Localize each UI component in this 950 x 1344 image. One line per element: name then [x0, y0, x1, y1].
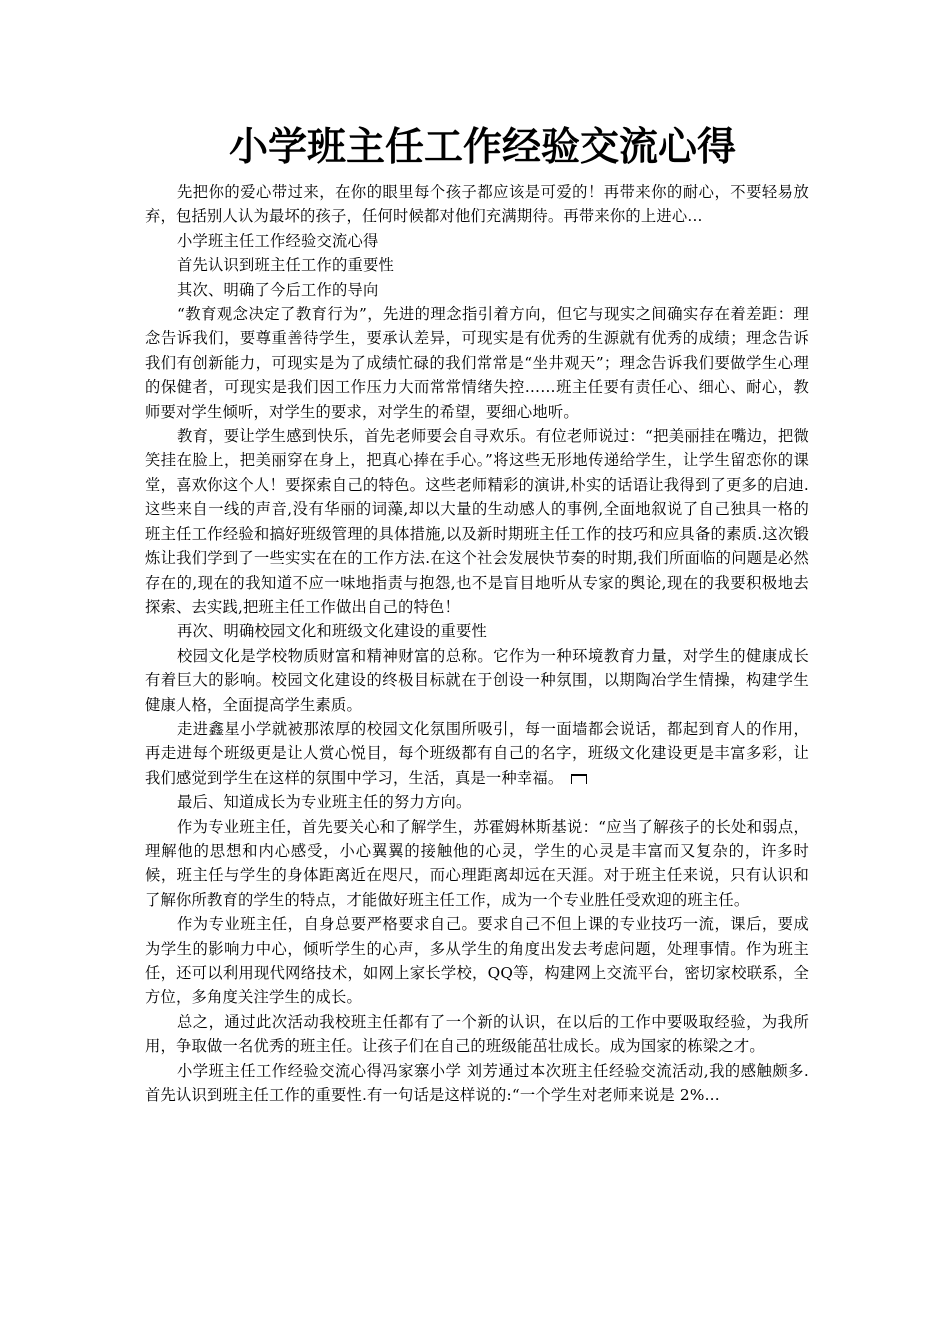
section-heading-first: 首先认识到班主任工作的重要性 — [177, 256, 394, 275]
document-page — [145, 118, 809, 1107]
paragraph-happy-education: 教育，要让学生感到快乐，首先老师要会自寻欢乐。有位老师说过：“把美丽挂在嘴边，把微笑挂在脸上，把美丽穿在身上，把真心捧在手心。”将这些无形地传递给学生，让学生留恋你的课堂，喜欢你这个人！要探索自己的特色。这些老师精彩的演讲,朴实的话语让我得到了更多的启迪.这些来自一线的声音,没有华丽的词藻,却以大量的生动感人的事例,全面地叙说了自己独具一格的班主任工作经验和搞好班级管理的具体措施,以及新时期班主任工作的技巧和应具备的素质.这次锻炼让我们学到了一些实实在在的工作方法.在这个社会发展快节奏的时期,我们所面临的问题是必然存在的,现在的我知道不应一味地指责与抱怨,也不是盲目地听从专家的舆论,现在的我要积极地去探索、去实践,把班主任工作做出自己的特色！ — [145, 427, 809, 616]
document-title: 小学班主任工作经验交流心得 — [229, 124, 737, 170]
section-heading-third: 再次、明确校园文化和班级文化建设的重要性 — [177, 622, 487, 641]
intro-paragraph: 先把你的爱心带过来，在你的眼里每个孩子都应该是可爱的！再带来你的耐心，不要轻易放弃，包括别人认为最坏的孩子，任何时候都对他们充满期待。再带来你的上进心... — [145, 183, 809, 226]
paragraph-xinxing-school-text: 走进鑫星小学就被那浓厚的校园文化氛围所吸引，每一面墙都会说话，都起到育人的作用，再走进每个班级更是让人赏心悦目，每个班级都有自己的名字，班级文化建设更是丰富多彩，让我们感觉到学生在这样的氛围中学习，生活，真是一种幸福。 — [145, 719, 809, 787]
paragraph-excerpt: 小学班主任工作经验交流心得冯家寨小学 刘芳通过本次班主任经验交流活动,我的感触颇多. 首先认识到班主任工作的重要性.有一句话是这样说的:“一个学生对老师来说是 2%... — [145, 1061, 809, 1105]
paragraph-conclusion: 总之，通过此次活动我校班主任都有了一个新的认识，在以后的工作中要吸取经验，为我所用，争取做一名优秀的班主任。让孩子们在自己的班级能茁壮成长。成为国家的栋梁之才。 — [145, 1012, 809, 1056]
paragraph-understand-students: 作为专业班主任，首先要关心和了解学生，苏霍姆林斯基说：“应当了解孩子的长处和弱点，理解他的思想和内心感受，小心翼翼的接触他的心灵，学生的心灵是丰富而又复杂的，许多时候，班主任与学生的身体距离近在咫尺，而心理距离却远在天涯。对于班主任来说，只有认识和了解你所教育的学生的特点，才能做好班主任工作，成为一个专业胜任受欢迎的班主任。 — [145, 817, 809, 909]
section-heading-second: 其次、明确了今后工作的导向 — [177, 280, 379, 299]
bracket-mark-icon — [571, 774, 587, 784]
paragraph-campus-culture: 校园文化是学校物质财富和精神财富的总称。它作为一种环境教育力量，对学生的健康成长有着巨大的影响。校园文化建设的终极目标就在于创设一种氛围，以期陶冶学生情操，构建学生健康人格，全面提高学生素质。 — [145, 646, 809, 714]
paragraph-xinxing-school — [145, 717, 809, 790]
subtitle-line: 小学班主任工作经验交流心得 — [177, 231, 379, 250]
paragraph-education-concept: “教育观念决定了教育行为”，先进的理念指引着方向，但它与现实之间确实存在着差距：理念告诉我们，要尊重善待学生，要承认差异，可现实是有优秀的生源就有优秀的成绩；理念告诉我们有创新能力，可现实是为了成绩忙碌的我们常常是“坐井观天”；理念告诉我们要做学生心理的保健者，可现实是我们因工作压力大而常常情绪失控……班主任要有责任心、细心、耐心，教师要对学生倾听，对学生的要求，对学生的希望，要细心地听。 — [145, 305, 809, 421]
paragraph-self-discipline: 作为专业班主任，自身总要严格要求自己。要求自己不但上课的专业技巧一流，课后，要成为学生的影响力中心，倾听学生的心声，多从学生的角度出发去考虑问题，处理事情。作为班主任，还可以利用现代网络技术，如网上家长学校，QQ等，构建网上交流平台，密切家校联系，全方位，多角度关注学生的成长。 — [145, 915, 809, 1007]
section-heading-last: 最后、知道成长为专业班主任的努力方向。 — [177, 793, 472, 812]
